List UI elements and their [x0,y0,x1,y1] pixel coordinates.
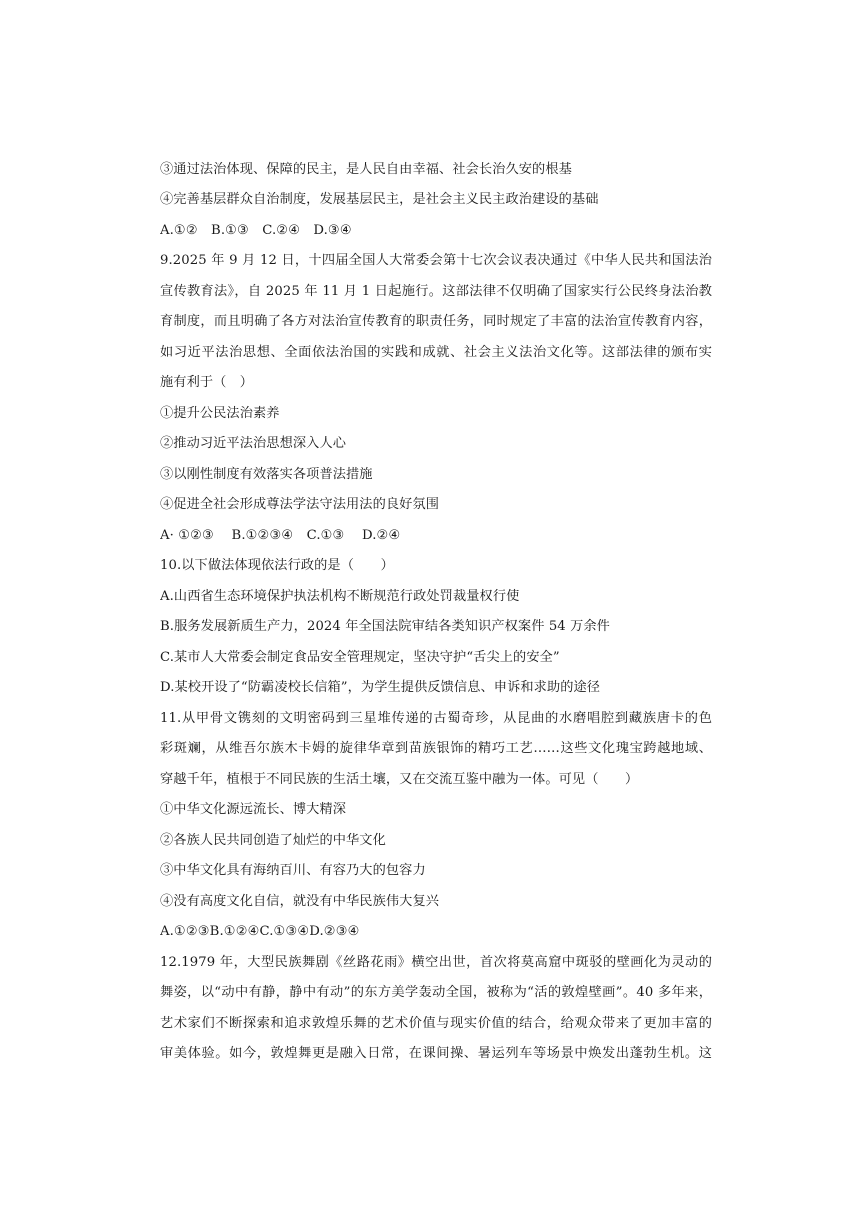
question-10-option-d: D.某校开设了“防霸凌校长信箱”，为学生提供反馈信息、申诉和求助的途径 [160,680,601,695]
question-11-stem: 11.从甲骨文镌刻的文明密码到三星堆传递的古蜀奇珍，从昆曲的水磨唱腔到藏族唐卡的色 [160,711,712,726]
question-11-option-2: ②各族人民共同创造了灿烂的中华文化 [160,833,386,848]
question-9-option-1: ①提升公民法治素养 [160,406,280,421]
question-11-stem: 彩斑斓，从维吾尔族木卡姆的旋律华章到苗族银饰的精巧工艺……这些文化瑰宝跨越地域、 [160,741,712,756]
question-11-stem: 穿越千年，植根于不同民族的生活土壤，又在交流互鉴中融为一体。可见（ ） [160,772,639,787]
question-12-stem: 舞姿，以“动中有静，静中有动”的东方美学轰动全国，被称为“活的敦煌壁画”。40 多年来， [160,985,712,1000]
question-10-option-a: A.山西省生态环境保护执法机构不断规范行政处罚裁量权行使 [160,589,520,604]
question-10-stem: 10.以下做法体现依法行政的是（ ） [160,558,394,573]
question-9-choices: A· ①②③ B.①②③④ C.①③ D.②④ [160,528,401,543]
question-11-option-3: ③中华文化具有海纳百川、有容乃大的包容力 [160,863,426,878]
question-9-option-4: ④促进全社会形成尊法学法守法用法的良好氛围 [160,497,440,512]
question-9-stem: 9.2025 年 9 月 12 日，十四届全国人大常委会第十七次会议表决通过《中华人民共和国法治 [160,253,712,268]
option-line-4: ④完善基层群众自治制度，发展基层民主，是社会主义民主政治建设的基础 [160,192,599,207]
question-11-option-4: ④没有高度文化自信，就没有中华民族伟大复兴 [160,894,440,909]
question-12-stem: 审美体验。如今，敦煌舞更是融入日常，在课间操、暑运列车等场景中焕发出蓬勃生机。这 [160,1046,712,1061]
question-9-option-3: ③以刚性制度有效落实各项普法措施 [160,467,373,482]
option-line-3: ③通过法治体现、保障的民主，是人民自由幸福、社会长治久安的根基 [160,162,572,177]
question-11-choices: A.①②③B.①②④C.①③④D.②③④ [160,924,360,939]
question-10-option-b: B.服务发展新质生产力，2024 年全国法院审结各类知识产权案件 54 万余件 [160,619,610,634]
question-9-stem: 如习近平法治思想、全面依法治国的实践和成就、社会主义法治文化等。这部法律的颁布实 [160,345,712,360]
question-12-stem: 艺术家们不断探索和追求敦煌乐舞的艺术价值与现实价值的结合，给观众带来了更加丰富的 [160,1016,712,1031]
question-11-option-1: ①中华文化源远流长、博大精深 [160,802,347,817]
question-9-stem: 宣传教育法》，自 2025 年 11 月 1 日起施行。这部法律不仅明确了国家实行公民终身法治教 [160,284,712,299]
question-10-option-c: C.某市人大常委会制定食品安全管理规定，坚决守护“舌尖上的安全” [160,650,560,665]
answer-choices-8: A.①② B.①③ C.②④ D.③④ [160,223,352,238]
question-12-stem: 12.1979 年，大型民族舞剧《丝路花雨》横空出世，首次将莫高窟中斑驳的壁画化为灵动的 [160,955,712,970]
question-9-stem: 施有利于（ ） [160,375,254,390]
question-9-option-2: ②推动习近平法治思想深入人心 [160,436,347,451]
question-9-stem: 育制度，而且明确了各方对法治宣传教育的职责任务，同时规定了丰富的法治宣传教育内容， [160,314,712,329]
